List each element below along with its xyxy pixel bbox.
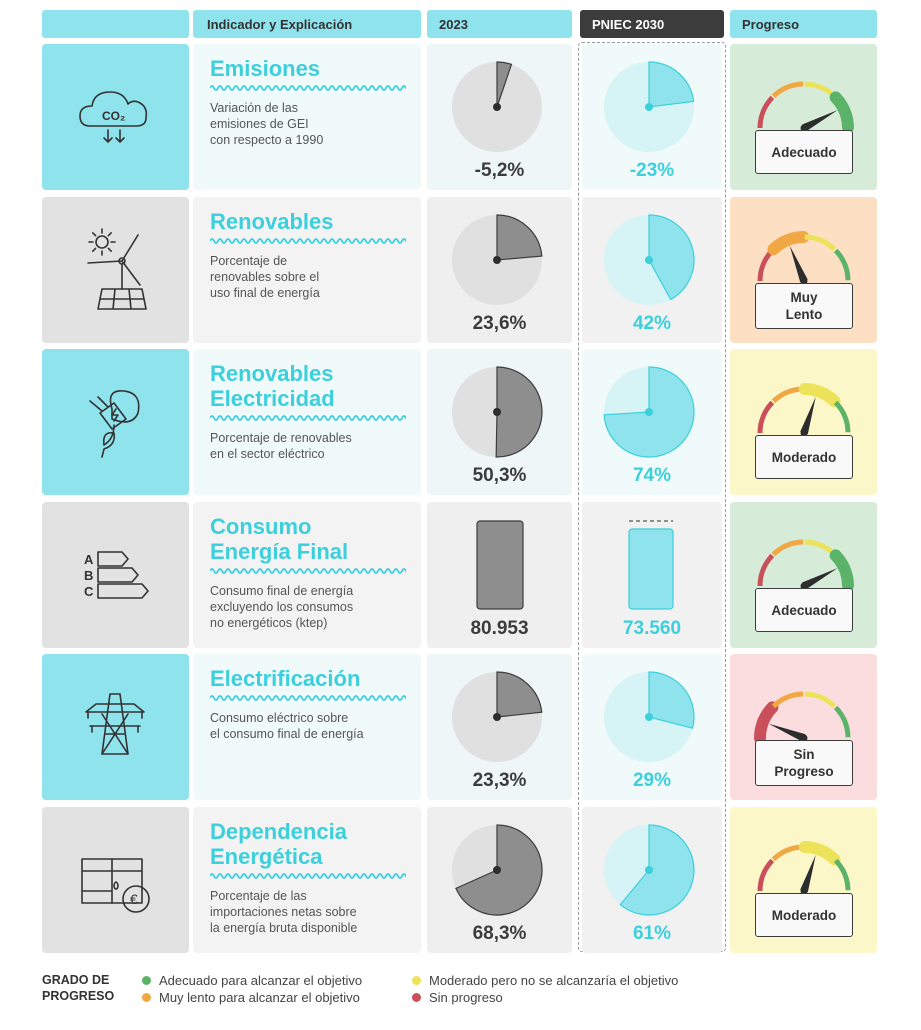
co2-cloud-icon <box>42 44 189 190</box>
value-2023-cell <box>427 44 572 190</box>
pie-slice <box>497 672 542 717</box>
value-2030: -23% <box>629 160 675 181</box>
legend-label: Sin progreso <box>429 990 503 1005</box>
progress-status-label: Moderado <box>755 435 853 479</box>
pie-center <box>493 408 501 416</box>
gauge-needle <box>800 855 816 892</box>
header-icon-column <box>42 10 189 38</box>
progress-status-label: Muy Lento <box>755 283 853 329</box>
wavy-underline <box>210 567 406 575</box>
wind-solar-icon <box>42 197 189 343</box>
indicator-title: Consumo Energía Final <box>210 514 349 564</box>
svg-text:C: C <box>84 584 94 599</box>
value-2023: 68,3% <box>472 923 527 944</box>
legend-title: GRADO DE PROGRESO <box>42 973 115 1003</box>
svg-text:€: € <box>130 891 138 907</box>
wavy-underline <box>210 237 406 245</box>
progress-legend <box>42 972 902 1012</box>
value-2030-cell <box>582 502 722 648</box>
indicator-cell <box>193 44 421 190</box>
pie-group <box>604 672 694 762</box>
progress-status-label: Adecuado <box>755 588 853 632</box>
legend-item-orange <box>142 990 360 1005</box>
icon-cell <box>42 807 189 953</box>
value-2030: 73.560 <box>622 618 682 639</box>
pie-center <box>645 103 653 111</box>
icon-cell <box>42 44 189 190</box>
value-2023: 23,6% <box>472 313 527 334</box>
indicator-description: Porcentaje de renovables sobre el uso final de energía <box>210 254 320 300</box>
energy-label-icon <box>42 502 189 648</box>
chart-2023 <box>427 197 572 317</box>
chart-2023 <box>427 502 572 622</box>
gauge-segment-orange <box>773 847 803 859</box>
value-2030: 74% <box>632 465 672 486</box>
gauge-segment-red <box>760 860 772 891</box>
chart-2023 <box>427 807 572 927</box>
legend-dot-orange <box>142 993 151 1002</box>
legend-item-yellow <box>412 973 678 988</box>
indicator-title: Electrificación <box>210 666 361 691</box>
legend-label: Moderado pero no se alcanzaría el objetivo <box>429 973 679 988</box>
progress-cell <box>730 349 877 495</box>
gauge-segment-orange <box>773 84 803 96</box>
pie-center <box>645 713 653 721</box>
indicator-title: Dependencia Energética <box>210 819 347 869</box>
chart-2023 <box>427 349 572 469</box>
pie-center <box>645 866 653 874</box>
gauge-segment-yellow <box>805 389 835 401</box>
gauge-segment-green <box>836 250 848 280</box>
gauge-segment-green <box>836 555 848 585</box>
indicator-description: Consumo eléctrico sobre el consumo final de energía <box>210 711 364 741</box>
gauge-segment-orange <box>773 237 803 249</box>
chart-2030 <box>582 502 722 622</box>
legend-label: Adecuado para alcanzar el objetivo <box>159 973 363 988</box>
indicator-description: Variación de las emisiones de GEI con respecto a 1990 <box>210 101 324 147</box>
value-2023-cell <box>427 197 572 343</box>
oil-barrels-euro-icon <box>42 807 189 953</box>
gauge-needle <box>800 397 816 434</box>
pie-slice <box>497 215 542 260</box>
value-2023: 50,3% <box>472 465 527 486</box>
legend-item-green <box>142 973 362 988</box>
chart-2023 <box>427 654 572 774</box>
value-2030: 42% <box>632 313 672 334</box>
pie-group <box>604 367 694 457</box>
value-2023: 80.953 <box>470 618 529 639</box>
indicator-cell <box>193 654 421 800</box>
indicator-description: Porcentaje de las importaciones netas sobre la energía bruta disponible <box>210 889 358 935</box>
icon-cell <box>42 502 189 648</box>
value-2023-cell <box>427 349 572 495</box>
value-2030-cell <box>582 807 722 953</box>
indicator-title: Renovables <box>210 209 334 234</box>
pie-center <box>645 256 653 264</box>
indicator-description: Consumo final de energía excluyendo los consumos no energéticos (ktep) <box>210 584 354 630</box>
indicator-cell <box>193 807 421 953</box>
header-pniec-2030: PNIEC 2030 <box>580 10 724 38</box>
progress-cell <box>730 44 877 190</box>
power-tower-icon <box>42 654 189 800</box>
value-2023-cell <box>427 502 572 648</box>
svg-text:B: B <box>84 568 94 583</box>
gauge-segment-red <box>760 707 772 738</box>
value-2023: -5,2% <box>474 160 525 181</box>
gauge-segment-orange <box>773 694 803 706</box>
indicator-title: Renovables Electricidad <box>210 361 335 411</box>
chart-2030 <box>582 654 722 774</box>
header-progress: Progreso <box>730 10 877 38</box>
pie-slice <box>649 62 694 107</box>
indicator-cell <box>193 197 421 343</box>
gauge-segment-yellow <box>805 694 835 706</box>
value-2030-cell <box>582 654 722 800</box>
value-2030: 61% <box>632 923 672 944</box>
indicator-description: Porcentaje de renovables en el sector eléctrico <box>210 431 352 461</box>
value-2023-cell <box>427 654 572 800</box>
value-2023-cell <box>427 807 572 953</box>
gauge-segment-orange <box>773 542 803 554</box>
bar <box>629 529 673 609</box>
chart-2030 <box>582 44 722 164</box>
pie-group <box>604 825 694 915</box>
gauge-segment-yellow <box>805 847 835 859</box>
value-2023: 23,3% <box>472 770 527 791</box>
gauge-segment-green <box>836 860 848 890</box>
chart-2030 <box>582 349 722 469</box>
value-2030-cell <box>582 197 722 343</box>
chart-2030 <box>582 197 722 317</box>
progress-cell <box>730 807 877 953</box>
icon-cell <box>42 654 189 800</box>
gauge-segment-yellow <box>805 84 835 96</box>
icon-cell <box>42 349 189 495</box>
pie-center <box>645 408 653 416</box>
progress-cell <box>730 197 877 343</box>
value-2030-cell <box>582 44 722 190</box>
indicator-cell <box>193 502 421 648</box>
gauge-segment-green <box>836 402 848 432</box>
pie-group <box>604 62 694 152</box>
progress-cell <box>730 654 877 800</box>
progress-status-label: Moderado <box>755 893 853 937</box>
pie-slice <box>496 367 542 457</box>
progress-status-label: Adecuado <box>755 130 853 174</box>
chart-2023 <box>427 44 572 164</box>
indicator-title: Emisiones <box>210 56 321 81</box>
svg-text:CO₂: CO₂ <box>102 109 126 123</box>
gauge-segment-red <box>760 250 772 281</box>
value-2030: 29% <box>632 770 672 791</box>
indicator-cell <box>193 349 421 495</box>
legend-dot-green <box>142 976 151 985</box>
gauge-segment-orange <box>773 389 803 401</box>
wavy-underline <box>210 872 406 880</box>
gauge-segment-red <box>760 97 772 128</box>
pie-center <box>493 713 501 721</box>
gauge-segment-green <box>836 97 848 127</box>
gauge-needle <box>790 246 808 283</box>
chart-2030 <box>582 807 722 927</box>
wavy-underline <box>210 414 406 422</box>
pie-center <box>493 256 501 264</box>
svg-text:A: A <box>84 552 94 567</box>
legend-dot-yellow <box>412 976 421 985</box>
gauge-segment-yellow <box>805 542 835 554</box>
progress-status-label: Sin Progreso <box>755 740 853 786</box>
plug-leaf-icon <box>42 349 189 495</box>
gauge-segment-green <box>836 707 848 737</box>
legend-item-red <box>412 990 503 1005</box>
pie-center <box>493 103 501 111</box>
wavy-underline <box>210 84 406 92</box>
bar <box>477 521 523 609</box>
header-indicator: Indicador y Explicación <box>193 10 421 38</box>
legend-label: Muy lento para alcanzar el objetivo <box>159 990 360 1005</box>
header-2023: 2023 <box>427 10 572 38</box>
pie-group <box>604 215 694 305</box>
wavy-underline <box>210 694 406 702</box>
progress-cell <box>730 502 877 648</box>
icon-cell <box>42 197 189 343</box>
pie-center <box>493 866 501 874</box>
gauge-segment-red <box>760 555 772 586</box>
value-2030-cell <box>582 349 722 495</box>
legend-dot-red <box>412 993 421 1002</box>
gauge-segment-red <box>760 402 772 433</box>
gauge-segment-yellow <box>805 237 835 249</box>
